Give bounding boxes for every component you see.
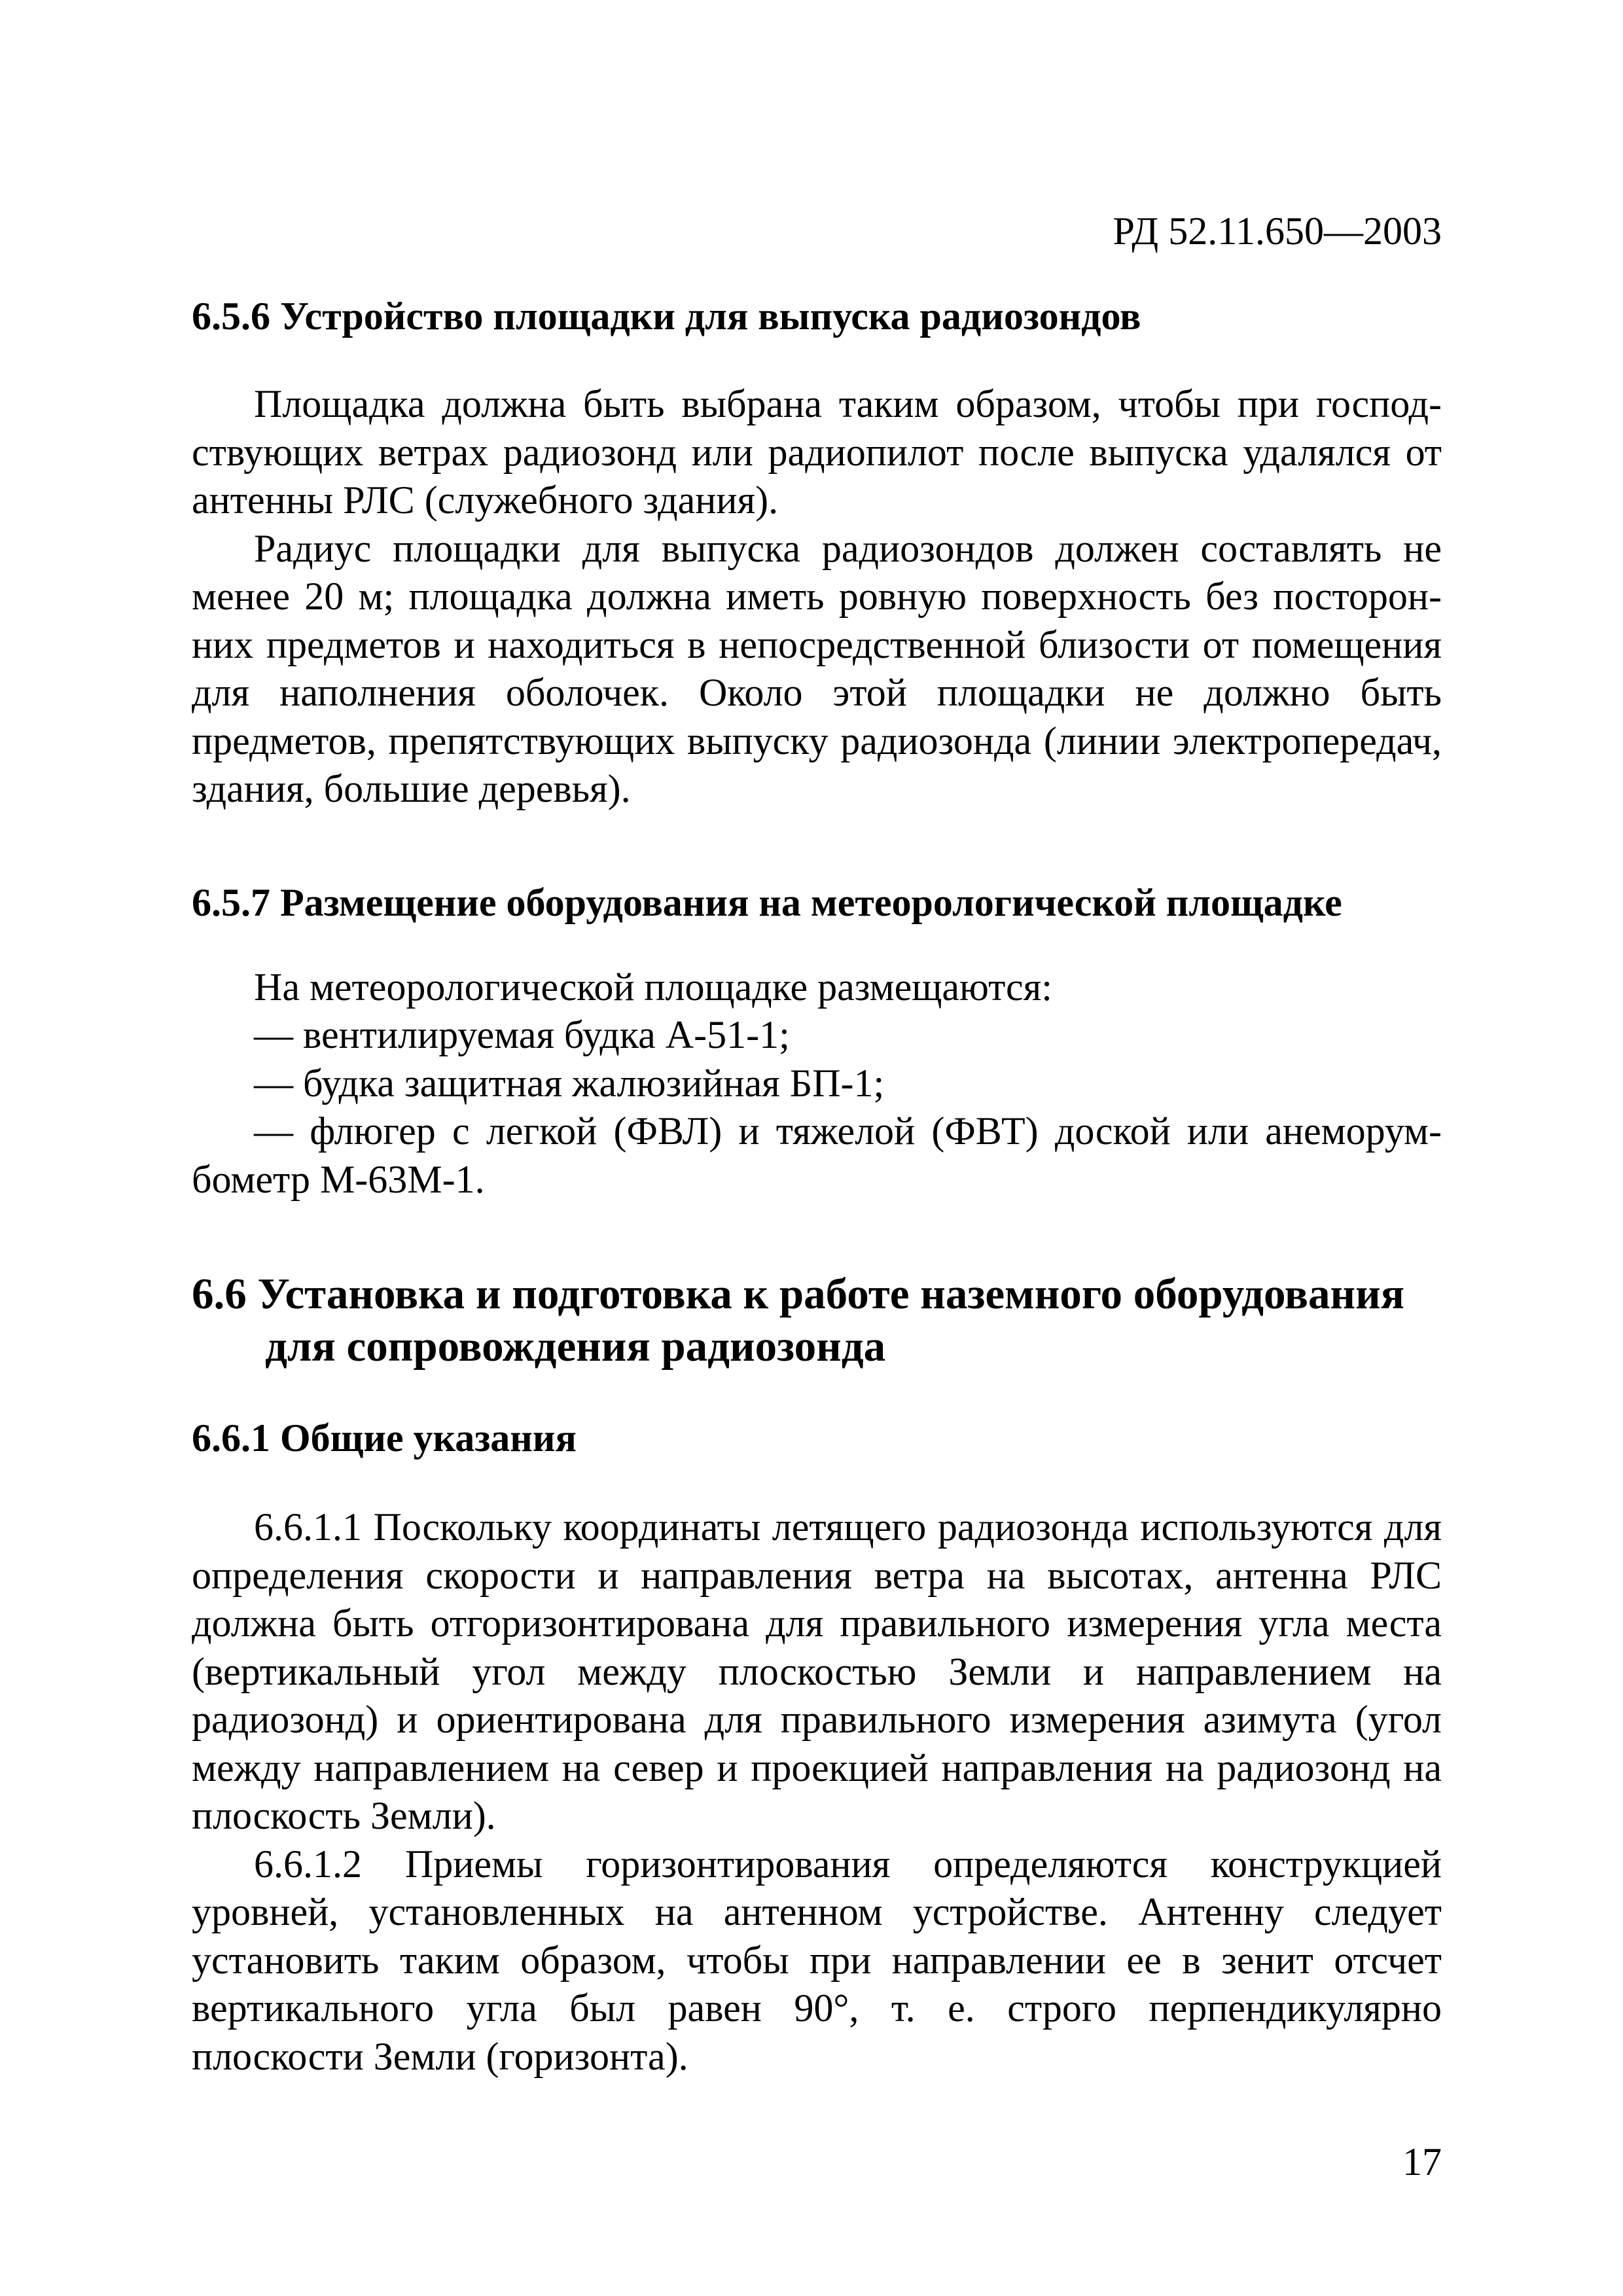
section-heading-6-5-7: 6.5.7 Размещение оборудования на метеорологической площадке bbox=[192, 880, 1342, 924]
section-heading-6-6-1: 6.6.1 Общие указания bbox=[192, 1416, 577, 1460]
page-content bbox=[192, 291, 1442, 2081]
page-number: 17 bbox=[1402, 2140, 1442, 2183]
list-item: — будка защитная жалюзийная БП-1; bbox=[254, 1061, 885, 1105]
list-item: — флюгер с легкой (ФВЛ) и тяжелой (ФВТ) доской или анеморумбометр М-63М-1. bbox=[192, 1109, 1442, 1201]
list-item: — вентилируемая будка А-51-1; bbox=[254, 1013, 790, 1056]
paragraph-6-5-7-intro: На метеорологической площадке размещаются: bbox=[254, 965, 1052, 1009]
document-code: РД 52.11.650—2003 bbox=[1113, 209, 1442, 253]
section-heading-6-6: 6.6 Установка и подготовка к работе наземного оборудования для сопровождения радиозонда bbox=[192, 1270, 1404, 1371]
paragraph-6-6-1-2: 6.6.1.2 Приемы горизонтирования определяются конструкцией уровней, установленных на антенном устройстве. Антенну следует установить таким образом, чтобы при направлении ее в зенит отсчет вертикального угла был равен 90°, т. е. строго перпендикулярно плоскости Земли (горизонта). bbox=[192, 1842, 1442, 2078]
paragraph-6-5-6-1: Площадка должна быть выбрана таким образом, чтобы при господствующих ветрах радиозонд или радиопилот после выпуска удалялся от антенны РЛС (служебного здания). bbox=[192, 382, 1442, 522]
paragraph-6-5-6-2: Радиус площадки для выпуска радиозондов должен составлять не менее 20 м; площадка должна иметь ровную поверхность без посторонних предметов и находиться в непосредственной близости от помещения для наполнения оболочек. Около этой площадки не должно быть предметов, препятствующих выпуску радиозонда (линии электропередач, здания, большие деревья). bbox=[192, 526, 1442, 810]
paragraph-6-6-1-1: 6.6.1.1 Поскольку координаты летящего радиозонда используются для определения скорости и направления ветра на высотах, антенна РЛС должна быть отгоризонтирована для правильного измерения угла места (вертикальный угол между плоскостью Земли и направлением на радиозонд) и ориентирована для правильного измерения азимута (угол между направлением на север и проекцией направления на радиозонд на плоскость Земли). bbox=[192, 1505, 1442, 1837]
section-heading-6-5-6: 6.5.6 Устройство площадки для выпуска радиозондов bbox=[192, 295, 1141, 338]
